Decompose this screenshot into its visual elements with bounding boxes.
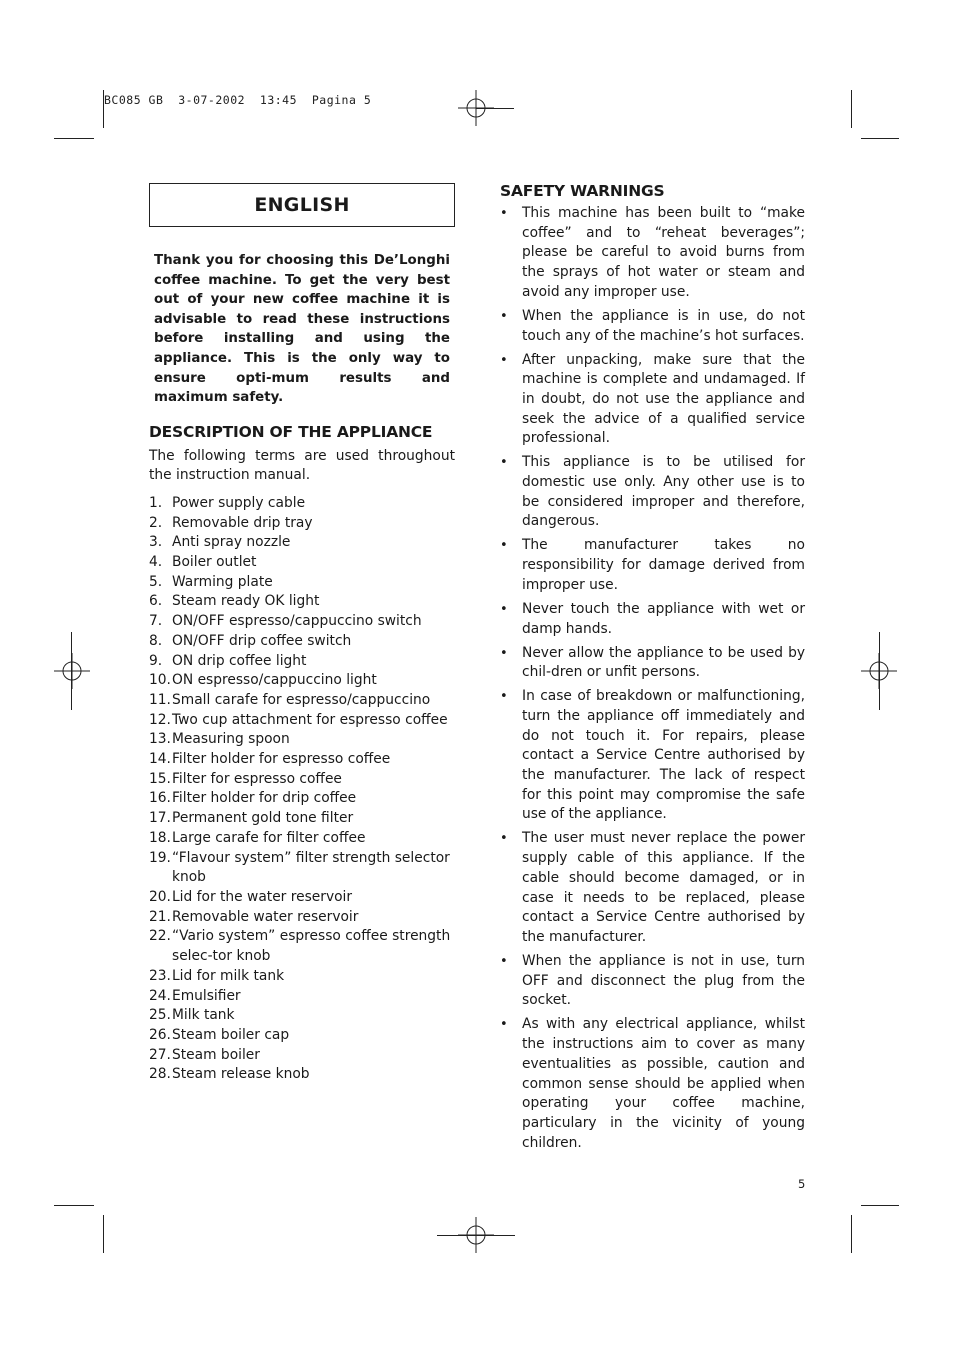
list-item bbox=[500, 644, 805, 683]
list-item-text: Steam release knob bbox=[172, 1066, 310, 1083]
list-item-text: Filter holder for drip coffee bbox=[172, 790, 357, 807]
bullet-icon: • bbox=[500, 206, 508, 221]
list-item-text: Steam boiler bbox=[172, 1046, 260, 1063]
list-item bbox=[149, 888, 455, 908]
bullet-icon: • bbox=[500, 689, 508, 705]
list-item-number: 21. bbox=[149, 908, 171, 925]
warning-text: The user must never replace the power supply cable of this appliance. If the cable should become damaged, or in case it needs to be replaced, please contact a Service Centre authorised by the manufacturer. bbox=[522, 830, 805, 945]
warning-text: In case of breakdown or malfunctioning, turn the appliance off immediately and do not touch it. For repairs, please contact a Service Centre authorised by the manufacturer. The lack of respect for this point may compromise the safe use of the appliance. bbox=[522, 688, 805, 823]
list-item-text: Removable water reservoir bbox=[172, 908, 359, 925]
list-item bbox=[149, 711, 455, 731]
description-lead: The following terms are used throughout the instruction manual. bbox=[149, 447, 455, 484]
list-item-text: Measuring spoon bbox=[172, 731, 290, 748]
list-item bbox=[500, 536, 805, 595]
list-item bbox=[149, 1006, 455, 1026]
list-item-number: 12. bbox=[149, 711, 171, 728]
list-item-number: 28. bbox=[149, 1066, 171, 1083]
left-column bbox=[149, 183, 455, 1085]
list-item-number: 9. bbox=[149, 652, 163, 669]
list-item bbox=[500, 600, 805, 639]
warning-text: When the appliance is not in use, turn OFF and disconnect the plug from the socket. bbox=[522, 952, 805, 1009]
language-header-box bbox=[149, 183, 455, 227]
list-item-number: 5. bbox=[149, 573, 163, 590]
list-item-text: “Vario system” espresso coffee strength selec-tor knob bbox=[172, 928, 451, 965]
bullet-icon: • bbox=[500, 645, 508, 661]
list-item bbox=[149, 533, 455, 553]
parts-list bbox=[149, 494, 455, 1085]
warning-text: This appliance is to be utilised for domestic use only. Any other use is to be considered improper and therefore, dangerous. bbox=[522, 454, 805, 530]
intro-paragraph: Thank you for choosing this De’Longhi coffee machine. To get the very best out of your new coffee machine it is advisable to read these instructions before installing and using the appliance. This is the only way to ensure opti-mum results and maximum safety. bbox=[154, 253, 450, 406]
list-item bbox=[500, 952, 805, 1011]
list-item-number: 25. bbox=[149, 1007, 171, 1024]
crop-mark bbox=[851, 1215, 852, 1253]
list-item-text: Emulsifier bbox=[172, 987, 241, 1004]
crop-mark bbox=[851, 90, 852, 128]
list-item bbox=[149, 592, 455, 612]
list-item-text: Anti spray nozzle bbox=[172, 534, 291, 551]
crop-mark bbox=[476, 108, 514, 109]
list-item-text: Steam ready OK light bbox=[172, 593, 320, 610]
list-item-text: Lid for milk tank bbox=[172, 967, 285, 984]
warning-text: The manufacturer takes no responsibility for damage derived from improper use. bbox=[522, 537, 805, 593]
list-item-number: 16. bbox=[149, 790, 171, 807]
list-item-text: Filter for espresso coffee bbox=[172, 770, 342, 787]
list-item bbox=[149, 612, 455, 632]
list-item bbox=[149, 730, 455, 750]
safety-heading: SAFETY WARNINGS bbox=[500, 182, 665, 200]
list-item-number: 14. bbox=[149, 751, 171, 768]
crop-mark bbox=[861, 138, 899, 139]
list-item bbox=[500, 829, 805, 947]
list-item-text: Boiler outlet bbox=[172, 554, 257, 571]
list-item-number: 17. bbox=[149, 810, 171, 827]
list-item bbox=[149, 1065, 455, 1085]
list-item bbox=[149, 553, 455, 573]
list-item-text: Two cup attachment for espresso coffee bbox=[172, 711, 448, 728]
warning-text: After unpacking, make sure that the machine is complete and undamaged. If in doubt, do not use the appliance and seek the advice of a qualified service professional. bbox=[522, 351, 805, 447]
list-item bbox=[149, 908, 455, 928]
crop-mark bbox=[861, 1205, 899, 1206]
list-item-number: 8. bbox=[149, 632, 163, 649]
list-item bbox=[149, 967, 455, 987]
list-item-number: 10. bbox=[149, 672, 171, 689]
list-item bbox=[500, 687, 805, 825]
list-item bbox=[149, 987, 455, 1007]
crop-mark bbox=[54, 1205, 94, 1206]
warning-text: Never allow the appliance to be used by chil-dren or unfit persons. bbox=[522, 644, 805, 681]
print-slug: BC085 GB 3-07-2002 13:45 Pagina 5 bbox=[104, 93, 372, 107]
list-item-text: Warming plate bbox=[172, 573, 273, 590]
list-item-number: 1. bbox=[149, 494, 163, 511]
list-item-text: ON/OFF espresso/cappuccino switch bbox=[172, 613, 422, 630]
list-item-number: 19. bbox=[149, 849, 171, 866]
list-item-number: 2. bbox=[149, 514, 163, 531]
list-item-number: 24. bbox=[149, 987, 171, 1004]
list-item-number: 13. bbox=[149, 731, 171, 748]
warning-text: As with any electrical appliance, whilst the instructions aim to cover as many eventualities as possible, caution and common sense should be applied when operating your coffee machine, particulary in the vicinity of young children. bbox=[522, 1016, 805, 1151]
list-item-number: 7. bbox=[149, 613, 163, 630]
warning-text: This machine has been built to “make coffee” and to “reheat beverages”; please be careful to avoid burns from the sprays of hot water or steam and avoid any improper use. bbox=[522, 205, 805, 300]
list-item-text: “Flavour system” filter strength selector knob bbox=[172, 849, 450, 886]
page-number: 5 bbox=[798, 1177, 806, 1191]
list-item-number: 6. bbox=[149, 593, 163, 610]
list-item bbox=[149, 927, 455, 966]
list-item bbox=[149, 829, 455, 849]
list-item-text: ON/OFF drip coffee switch bbox=[172, 632, 352, 649]
list-item-text: ON drip coffee light bbox=[172, 652, 307, 669]
list-item-text: Milk tank bbox=[172, 1007, 235, 1024]
list-item-number: 4. bbox=[149, 554, 163, 571]
crop-mark bbox=[71, 632, 72, 710]
list-item-number: 22. bbox=[149, 928, 171, 945]
list-item-number: 11. bbox=[149, 691, 171, 708]
list-item-text: Steam boiler cap bbox=[172, 1026, 290, 1043]
list-item-number: 3. bbox=[149, 534, 163, 551]
list-item bbox=[500, 453, 805, 532]
list-item bbox=[149, 514, 455, 534]
list-item bbox=[500, 351, 805, 450]
list-item-number: 26. bbox=[149, 1026, 171, 1043]
list-item bbox=[149, 652, 455, 672]
bullet-icon: • bbox=[500, 538, 508, 554]
crop-mark bbox=[103, 90, 104, 128]
list-item bbox=[500, 307, 805, 346]
list-item bbox=[149, 1026, 455, 1046]
list-item-number: 18. bbox=[149, 829, 171, 846]
bullet-icon: • bbox=[500, 953, 508, 969]
crop-mark bbox=[54, 138, 94, 139]
list-item-number: 23. bbox=[149, 967, 171, 984]
list-item bbox=[149, 494, 455, 514]
list-item-number: 15. bbox=[149, 770, 171, 787]
list-item bbox=[149, 849, 455, 888]
list-item bbox=[149, 632, 455, 652]
list-item bbox=[500, 204, 805, 303]
crop-mark bbox=[103, 1215, 104, 1253]
description-heading: DESCRIPTION OF THE APPLIANCE bbox=[149, 422, 433, 441]
list-item bbox=[149, 750, 455, 770]
list-item-text: Small carafe for espresso/cappuccino bbox=[172, 691, 431, 708]
list-item bbox=[149, 671, 455, 691]
crop-mark bbox=[437, 1235, 515, 1236]
language-header: ENGLISH bbox=[254, 194, 350, 216]
bullet-icon: • bbox=[500, 308, 508, 324]
bullet-icon: • bbox=[500, 601, 508, 617]
safety-warnings-list bbox=[500, 204, 805, 1153]
registration-mark-icon bbox=[54, 653, 90, 689]
list-item-text: ON espresso/cappuccino light bbox=[172, 672, 377, 689]
list-item-text: Removable drip tray bbox=[172, 514, 313, 531]
list-item bbox=[149, 573, 455, 593]
list-item bbox=[500, 1015, 805, 1153]
list-item-text: Power supply cable bbox=[172, 494, 306, 511]
list-item-text: Large carafe for filter coffee bbox=[172, 829, 366, 846]
list-item-number: 20. bbox=[149, 889, 171, 905]
list-item-text: Filter holder for espresso coffee bbox=[172, 751, 391, 768]
bullet-icon: • bbox=[500, 1017, 508, 1033]
list-item-text: Lid for the water reservoir bbox=[172, 889, 353, 905]
list-item bbox=[149, 789, 455, 809]
bullet-icon: • bbox=[500, 831, 508, 847]
right-column bbox=[500, 182, 805, 1158]
bullet-icon: • bbox=[500, 455, 508, 471]
warning-text: Never touch the appliance with wet or damp hands. bbox=[522, 600, 805, 637]
list-item-number: 27. bbox=[149, 1046, 171, 1063]
warning-text: When the appliance is in use, do not touch any of the machine’s hot surfaces. bbox=[522, 307, 805, 344]
list-item-text: Permanent gold tone filter bbox=[172, 810, 354, 827]
bullet-icon: • bbox=[500, 352, 508, 368]
list-item bbox=[149, 691, 455, 711]
list-item bbox=[149, 770, 455, 790]
crop-mark bbox=[879, 632, 880, 710]
list-item bbox=[149, 1046, 455, 1066]
list-item bbox=[149, 809, 455, 829]
